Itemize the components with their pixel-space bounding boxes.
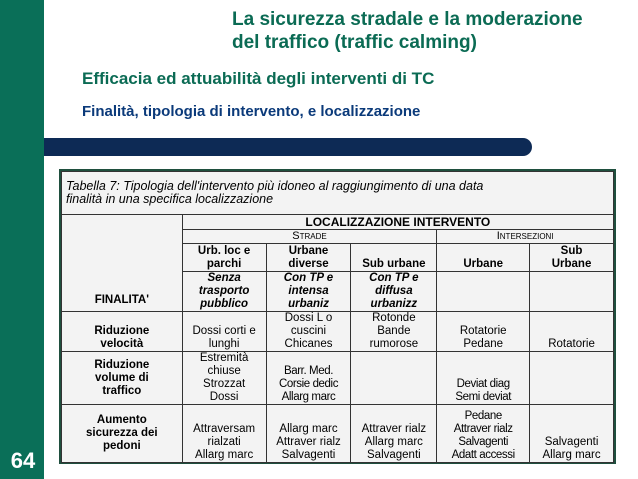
table-caption-line-1: Tabella 7: Tipologia dell'intervento più idoneo al raggiungimento di una data [66, 179, 484, 193]
strade-header: Strade [182, 230, 437, 244]
table-cell: Salvagenti Allarg marc [530, 405, 614, 463]
slide-subtitle: Efficacia ed attuabilità degli interventi di TC [82, 69, 435, 88]
table-cell: Attraversam rialzati Allarg marc [182, 405, 266, 463]
row-label-aumento-sicurezza: Aumento sicurezza dei pedoni [62, 405, 183, 463]
slide-number: 64 [10, 448, 36, 473]
slide-title-line-1: La sicurezza stradale e la moderazione [232, 9, 583, 30]
table-caption [62, 172, 614, 215]
table-cell [351, 352, 437, 405]
table-cell: Estremità chiuse Strozzat Dossi [182, 352, 266, 405]
intervention-table [61, 171, 614, 463]
left-accent-bar [0, 0, 44, 479]
table-row [62, 405, 614, 463]
table-cell [530, 352, 614, 405]
table-cell: Barr. Med. Corsie dedic Allarg marc [266, 352, 351, 405]
table-cell: Dossi L o cuscini Chicanes [266, 312, 351, 352]
table-cell: Allarg marc Attraver rialz Salvagenti [266, 405, 351, 463]
table-cell: Rotonde Bande rumorose [351, 312, 437, 352]
table-cell: Dossi corti e lunghi [182, 312, 266, 352]
subheader-con-tp-intensa: Con TP e intensa urbaniz [266, 272, 351, 312]
col-header-urb-loc-parchi: Urb. loc e parchi [182, 244, 266, 272]
slide-title-line-2: del traffico (traffic calming) [232, 32, 477, 53]
col-header-intersezioni-urbane: Urbane [437, 244, 530, 272]
header-divider-bar [44, 138, 532, 156]
subheader-con-tp-diffusa: Con TP e diffusa urbanizz [351, 272, 437, 312]
table-caption-line-2: finalità in una specifica localizzazione [66, 192, 274, 206]
table-cell: Attraver rialz Allarg marc Salvagenti [351, 405, 437, 463]
subheader-empty [530, 272, 614, 312]
slide-title [232, 8, 632, 54]
row-label-riduzione-velocita: Riduzione velocità [62, 312, 183, 352]
section-title: Finalità, tipologia di intervento, e localizzazione [82, 103, 421, 120]
table-cell: Deviat diag Semi deviat [437, 352, 530, 405]
subheader-senza-trasporto-pubblico: Senza trasporto pubblico [182, 272, 266, 312]
table-row [62, 312, 614, 352]
col-header-urbane-diverse: Urbane diverse [266, 244, 351, 272]
subheader-empty [437, 272, 530, 312]
table-cell: Rotatorie [530, 312, 614, 352]
table-row [62, 352, 614, 405]
intervention-table-panel [59, 169, 616, 464]
col-header-sub-urbane: Sub urbane [351, 244, 437, 272]
finalita-header: FINALITA' [62, 215, 183, 312]
table-cell: Rotatorie Pedane [437, 312, 530, 352]
row-label-riduzione-volume: Riduzione volume di traffico [62, 352, 183, 405]
col-header-intersezioni-sub-urbane: Sub Urbane [530, 244, 614, 272]
localizzazione-header: LOCALIZZAZIONE INTERVENTO [182, 215, 613, 230]
table-cell: Pedane Attraver rialz Salvagenti Adatt accessi [437, 405, 530, 463]
intersezioni-header: Intersezioni [437, 230, 614, 244]
